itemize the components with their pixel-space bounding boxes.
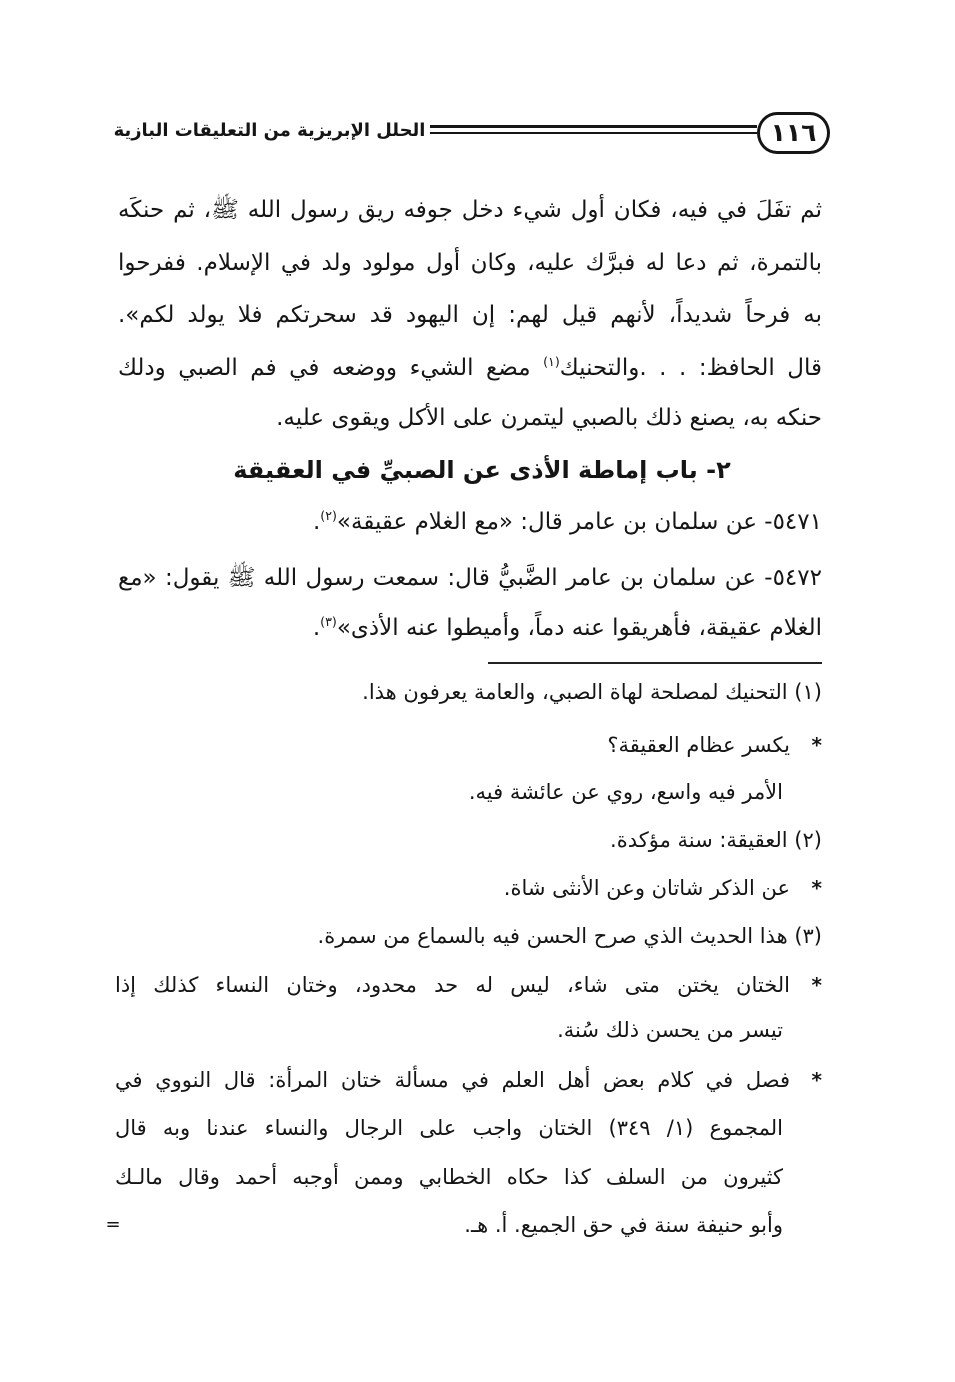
narration-line-2: بالتمرة، ثم دعا له فبرَّك عليه، وكان أول مولود ولد في الإسلام. ففرحوا bbox=[118, 250, 822, 276]
footnote-ref-3: (٣) bbox=[320, 613, 337, 629]
footnote-1: (١) التحنيك لمصلحة لهاة الصبي، والعامة يعرفون هذا. bbox=[362, 680, 822, 704]
bullet-star: * bbox=[811, 876, 822, 900]
circumcision-line-1: الختان يختن متى شاء، ليس له حد محدود، وختان النساء كذلك إذا bbox=[115, 973, 790, 997]
hadith-5472-end: . bbox=[312, 615, 321, 641]
hadith-5472-line-2 bbox=[118, 606, 822, 650]
narration-line-1: ثم تفَلَ في فيه، فكان أول شيء دخل جوفه ريق رسول الله ﷺ، ثم حنكَه bbox=[118, 197, 822, 223]
narration-line-3: به فرحاً شديداً، لأنهم قيل لهم: إن اليهود قد سحرتكم فلا يولد لكم». bbox=[118, 302, 822, 328]
continuation-mark: = bbox=[105, 1214, 121, 1235]
book-title: الحلل الإبريزية من التعليقات البازية bbox=[113, 120, 426, 141]
bones-answer: الأمر فيه واسع، روي عن عائشة فيه. bbox=[468, 780, 783, 804]
hafiz-comment-end: مضع الشيء ووضعه في فم الصبي ودلك bbox=[118, 355, 544, 381]
bullet-star: * bbox=[811, 973, 822, 997]
hadith-5472-line-1: ٥٤٧٢- عن سلمان بن عامر الضَّبيُّ قال: سمعت رسول الله ﷺ يقول: «مع bbox=[118, 565, 822, 591]
hafiz-comment-start: قال الحافظ: . . .والتحنيك bbox=[559, 355, 822, 381]
footnote-separator bbox=[488, 662, 822, 664]
hafiz-comment-line-1 bbox=[118, 346, 822, 390]
hadith-5471-end: . bbox=[312, 509, 321, 535]
hadith-5471 bbox=[118, 500, 822, 544]
footnote-ref-1: (١) bbox=[543, 353, 560, 369]
circumcision-line-2: تيسر من يحسن ذلك سُنة. bbox=[557, 1018, 783, 1042]
hadith-5471-text: ٥٤٧١- عن سلمان بن عامر قال: «مع الغلام عقيقة» bbox=[336, 509, 822, 535]
sheep-count: عن الذكر شاتان وعن الأنثى شاة. bbox=[503, 876, 790, 900]
chapter-heading: ٢- باب إماطة الأذى عن الصبيِّ في العقيقة bbox=[233, 456, 731, 484]
footnote-2: (٢) العقيقة: سنة مؤكدة. bbox=[610, 828, 822, 852]
female-circumcision-line-1: فصل في كلام بعض أهل العلم في مسألة ختان المرأة: قال النووي في bbox=[115, 1068, 790, 1092]
hafiz-comment-line-2: حنكه به، يصنع ذلك بالصبي ليتمرن على الأكل ويقوى عليه. bbox=[276, 405, 822, 431]
female-circumcision-line-2: المجموع (١/ ٣٤٩) الختان واجب على الرجال والنساء عندنا وبه قال bbox=[115, 1116, 783, 1140]
bones-question: يكسر عظام العقيقة؟ bbox=[607, 733, 790, 757]
female-circumcision-line-3: كثيرون من السلف كذا حكاه الخطابي وممن أوجبه أحمد وقال مالـك bbox=[115, 1165, 783, 1189]
footnote-3: (٣) هذا الحديث الذي صرح الحسن فيه بالسماع من سمرة. bbox=[317, 924, 822, 948]
header-double-rule bbox=[430, 125, 757, 134]
page-number: ١١٦ bbox=[770, 118, 817, 147]
page-number-box bbox=[757, 112, 830, 154]
footnote-ref-2: (٢) bbox=[320, 507, 337, 523]
bullet-star: * bbox=[811, 733, 822, 757]
bullet-star: * bbox=[811, 1068, 822, 1092]
female-circumcision-line-4: وأبو حنيفة سنة في حق الجميع. أ. هـ. bbox=[464, 1213, 783, 1237]
hadith-5472-text: الغلام عقيقة، فأهريقوا عنه دماً، وأميطوا عنه الأذى» bbox=[336, 615, 822, 641]
